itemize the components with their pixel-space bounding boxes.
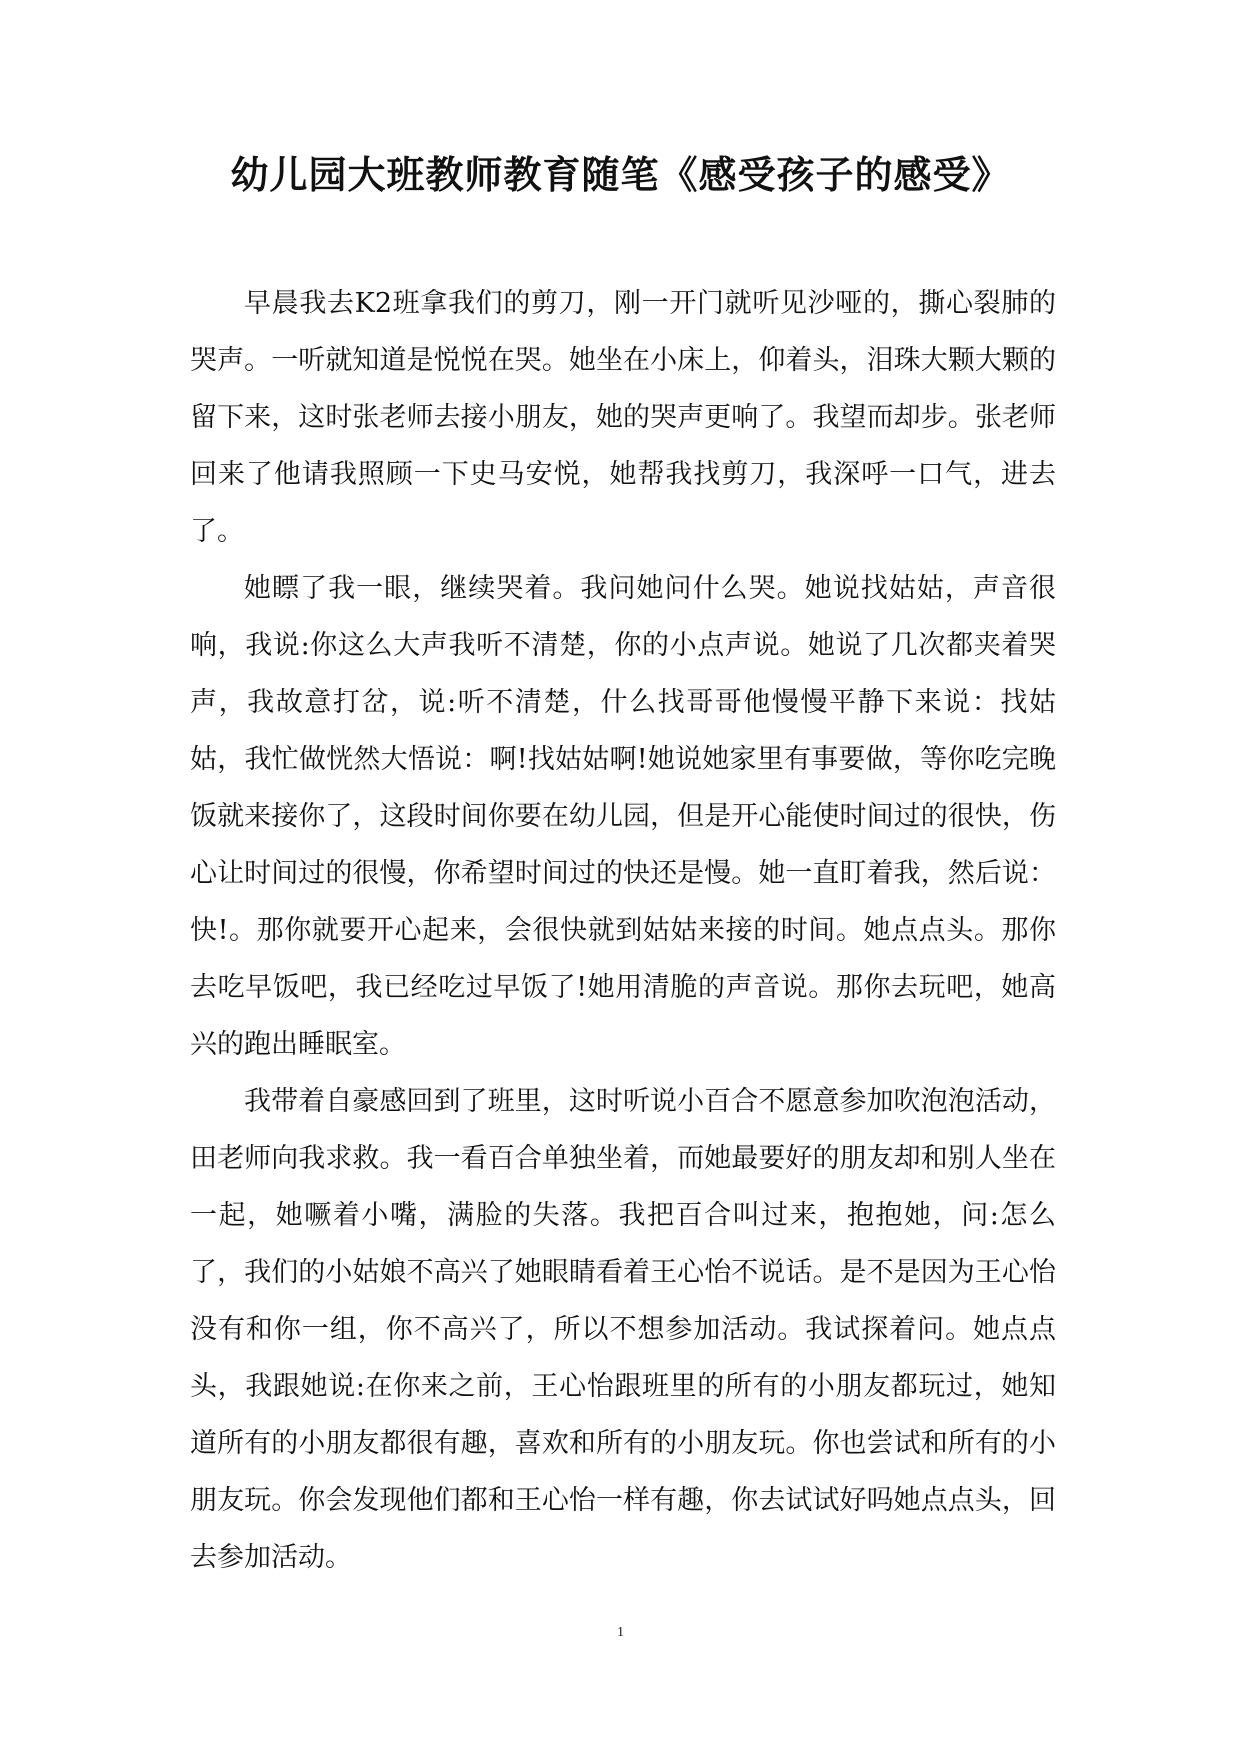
paragraph-1: 早晨我去K2班拿我们的剪刀，刚一开门就听见沙哑的，撕心裂肺的哭声。一听就知道是悦悦在哭。她坐在小床上，仰着头，泪珠大颗大颗的留下来，这时张老师去接小朋友，她的哭声更响了。我望而却步。张老师回来了他请我照顾一下史马安悦，她帮我找剪刀，我深呼一口气，进去了。 [190,288,1056,547]
document-title: 幼儿园大班教师教育随笔《感受孩子的感受》 [230,152,1011,197]
document-body [190,275,1056,1586]
page-number: 1 [617,1625,624,1640]
paragraph-3: 我带着自豪感回到了班里，这时听说小百合不愿意参加吹泡泡活动，田老师向我求救。我一看百合单独坐着，而她最要好的朋友却和别人坐在一起，她噘着小嘴，满脸的失落。我把百合叫过来，抱抱她，问:怎么了，我们的小姑娘不高兴了她眼睛看着王心怡不说话。是不是因为王心怡没有和你一组，你不高兴了，所以不想参加活动。我试探着问。她点点头，我跟她说:在你来之前，王心怡跟班里的所有的小朋友都玩过，她知道所有的小朋友都很有趣，喜欢和所有的小朋友玩。你也尝试和所有的小朋友玩。你会发现他们都和王心怡一样有趣，你去试试好吗她点点头，回去参加活动。 [190,1086,1056,1573]
paragraph-2: 她瞟了我一眼，继续哭着。我问她问什么哭。她说找姑姑，声音很响，我说:你这么大声我听不清楚，你的小点声说。她说了几次都夹着哭声，我故意打岔，说:听不清楚，什么找哥哥他慢慢平静下来说：找姑姑，我忙做恍然大悟说：啊!找姑姑啊!她说她家里有事要做，等你吃完晚饭就来接你了，这段时间你要在幼儿园，但是开心能使时间过的很快，伤心让时间过的很慢，你希望时间过的快还是慢。她一直盯着我，然后说：快!。那你就要开心起来，会很快就到姑姑来接的时间。她点点头。那你去吃早饭吧，我已经吃过早饭了!她用清脆的声音说。那你去玩吧，她高兴的跑出睡眠室。 [190,573,1056,1060]
